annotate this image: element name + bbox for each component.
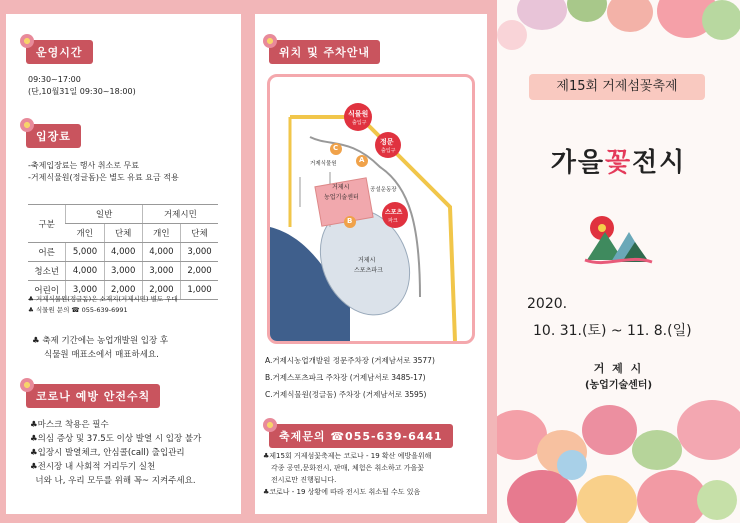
map-label-botanic: 식물원 — [348, 110, 369, 118]
admission-note2: -거제식물원(정글돔)은 별도 유료 요금 적용 — [28, 173, 179, 182]
hours-header: 운영시간 — [26, 40, 93, 64]
location-map — [267, 74, 475, 344]
fee-cell: 2,000 — [181, 262, 219, 281]
list-item: A.거제시농업개발원 정문주차장 (거제남서로 3577) — [265, 356, 435, 365]
list-item: ♣의심 증상 및 37.5도 이상 발열 시 입장 불가 — [30, 434, 202, 444]
map-label-botanic-sub: 출입구 — [352, 120, 367, 126]
hours-line1: 09:30~17:00 — [28, 75, 81, 84]
fee-cell: 4,000 — [104, 243, 142, 262]
parking-list — [265, 352, 435, 403]
panel-location — [255, 14, 487, 514]
covid-list — [30, 418, 201, 488]
map-label-parking: 거제식물원 — [310, 161, 337, 167]
table-row — [28, 262, 218, 281]
admission-note1: -축제입장료는 행사 취소로 무료 — [28, 161, 139, 170]
map-marker-a: A — [359, 156, 365, 164]
fee-foot1: ♣ 거제식물원(정글돔)은 소재지(거제시민) 별도 우대 — [28, 295, 178, 303]
fee-row-label: 어린이 — [28, 281, 66, 300]
map-label-gate: 정문 — [380, 138, 394, 146]
fee-cell: 3,000 — [181, 243, 219, 262]
fee-header-citizen: 거제시민 — [142, 205, 218, 224]
fee-cell: 4,000 — [142, 243, 180, 262]
fee-cell: 3,000 — [66, 281, 104, 300]
covid-header: 코로나 예방 안전수칙 — [26, 384, 160, 408]
map-label-stadium: 거제시 — [358, 257, 376, 264]
admission-header: 입장료 — [26, 124, 81, 148]
event-year: 2020. — [527, 296, 568, 312]
fee-foot2: ♣ 식물원 문의 ☎ 055-639-6991 — [28, 306, 128, 314]
admission-info1: ♣ 축제 기간에는 농업개발원 입장 후 — [32, 336, 169, 346]
fee-row-label: 청소년 — [28, 262, 66, 281]
table-row — [28, 243, 218, 262]
flower-decoration-top — [497, 0, 740, 60]
list-item: 너와 나, 우리 모두를 위해 꼭~ 지켜주세요. — [30, 476, 196, 486]
panel-info — [6, 14, 241, 514]
list-item: C.거제식물원(정글돔) 주차장 (거제남서로 3595) — [265, 390, 427, 399]
map-label-sports: 스포츠 — [385, 209, 403, 216]
map-label-tower: 공설운동장 — [370, 187, 397, 193]
map-label-sports-sub: 파크 — [388, 218, 398, 224]
fee-cell: 3,000 — [104, 262, 142, 281]
title-part-b: 꽃 — [604, 148, 633, 178]
hours-line2: (단,10월31일 09:30~18:00) — [28, 87, 136, 96]
festival-logo — [577, 210, 657, 270]
fee-table — [28, 204, 218, 300]
title-part-a: 가을 — [550, 148, 605, 178]
notice-block — [263, 450, 431, 498]
fee-row-label: 어른 — [28, 243, 66, 262]
notice-line: ♣제15회 거제섬꽃축제는 코로나 - 19 확산 예방을위해 — [263, 452, 432, 460]
fee-cell: 3,000 — [142, 262, 180, 281]
organizer-sub: (농업기술센터) — [584, 380, 653, 391]
flower-decoration-bottom — [497, 400, 740, 523]
map-marker-b: B — [347, 217, 353, 225]
title-part-c: 전시 — [632, 148, 687, 178]
list-item: B.거제스포츠파크 주차장 (거제남서로 3485-17) — [265, 373, 426, 382]
fee-cell: 2,000 — [142, 281, 180, 300]
map-graphic — [270, 77, 472, 341]
list-item: ♣전시장 내 사회적 거리두기 실천 — [30, 462, 156, 472]
notice-line: ♣코로나 - 19 상황에 따라 전시도 취소될 수도 있음 — [263, 488, 421, 496]
fee-cell: 2,000 — [104, 281, 142, 300]
panel-cover — [497, 0, 740, 523]
festival-name: 제15회 거제섬꽃축제 — [529, 74, 705, 100]
location-header: 위치 및 주차안내 — [269, 40, 380, 64]
fee-header-category: 구분 — [28, 205, 66, 243]
list-item: ♣마스크 착용은 필수 — [30, 420, 109, 430]
fee-cell: 4,000 — [66, 262, 104, 281]
map-marker-c: C — [333, 144, 339, 152]
list-item: ♣입장시 발열체크, 안심콜(call) 출입관리 — [30, 448, 185, 458]
map-label-gate-sub: 출입구 — [381, 148, 396, 154]
fee-sub: 단체 — [181, 224, 219, 243]
fee-sub: 개인 — [142, 224, 180, 243]
admission-info2: 식물원 매표소에서 매표하세요. — [44, 350, 159, 360]
map-label-stadium2: 스포츠파크 — [354, 267, 383, 274]
fee-sub: 개인 — [66, 224, 104, 243]
contact-header: 축제문의 ☎055-639-6441 — [269, 424, 453, 448]
organizer-name: 거 제 시 — [593, 362, 644, 375]
fee-cell: 5,000 — [66, 243, 104, 262]
map-label-center2: 농업기술센터 — [324, 194, 359, 201]
notice-line: 전시로만 진행됩니다. — [271, 476, 337, 484]
fee-header-general: 일반 — [66, 205, 142, 224]
notice-line: 각종 공연,문화전시, 판매, 체험은 취소하고 가을꽃 — [271, 464, 425, 472]
map-label-center: 거제시 — [332, 184, 350, 191]
fee-sub: 단체 — [104, 224, 142, 243]
main-title — [497, 142, 740, 179]
event-dates: 10. 31.(토) ~ 11. 8.(일) — [533, 323, 692, 339]
fee-cell: 1,000 — [181, 281, 219, 300]
